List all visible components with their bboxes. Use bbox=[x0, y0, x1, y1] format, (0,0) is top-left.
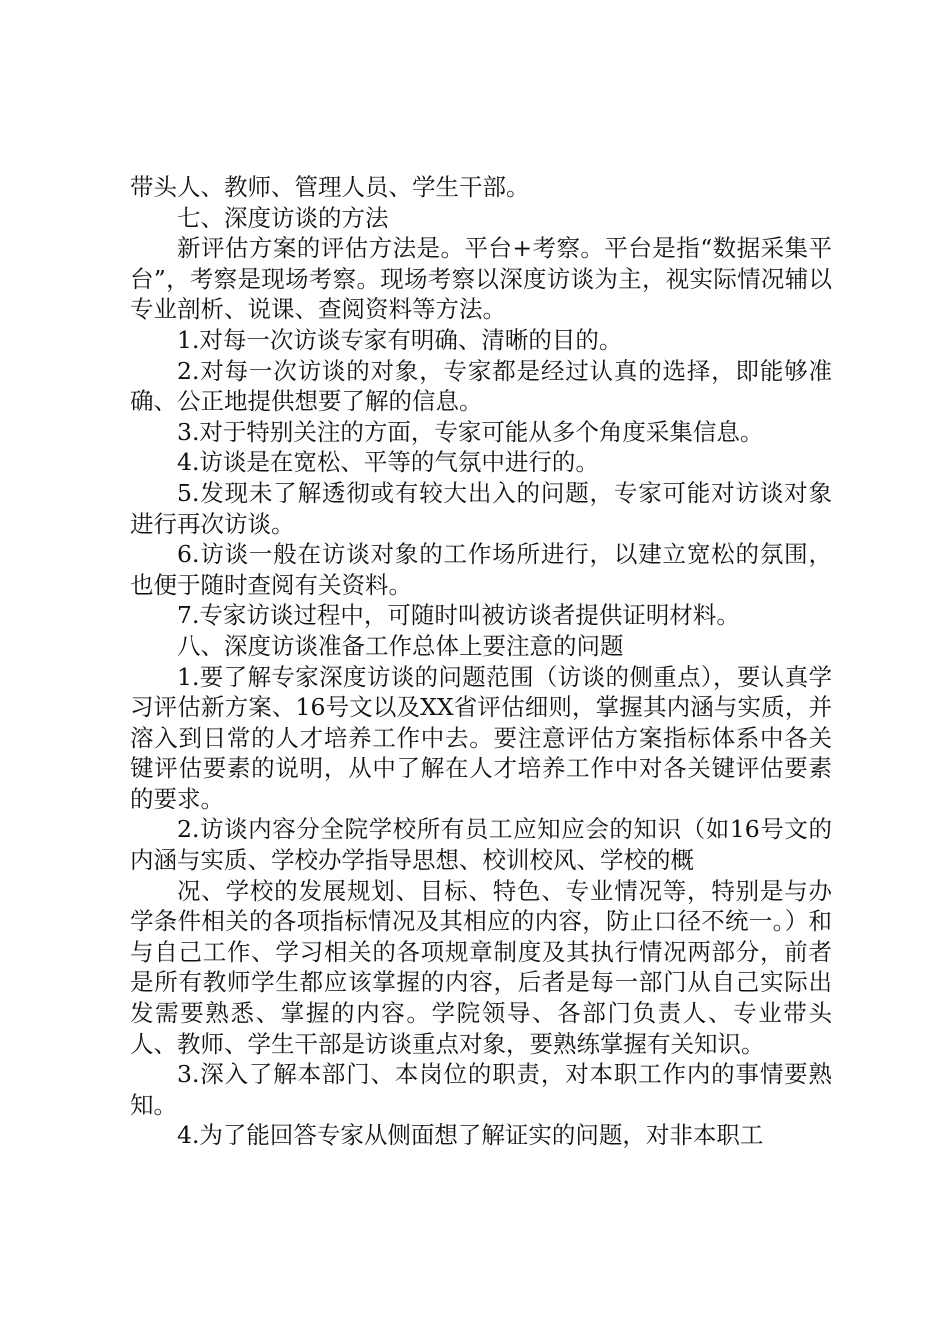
list-item-2: 2.对每一次访谈的对象，专家都是经过认真的选择，即能够准确、公正地提供想要了解的信息。 bbox=[130, 356, 832, 416]
list-item-1: 1.对每一次访谈专家有明确、清晰的目的。 bbox=[177, 325, 623, 354]
paragraph-continuation: 带头人、教师、管理人员、学生干部。 bbox=[130, 173, 530, 201]
prep-item-4: 4.为了能回答专家从侧面想了解证实的问题，对非本职工 bbox=[177, 1121, 764, 1150]
list-item-6: 6.访谈一般在访谈对象的工作场所进行，以建立宽松的氛围，也便于随时查阅有关资料。 bbox=[130, 540, 832, 599]
list-item-7: 7.专家访谈过程中，可随时叫被访谈者提供证明材料。 bbox=[177, 601, 740, 630]
document-body bbox=[130, 172, 832, 1151]
prep-item-1: 1.要了解专家深度访谈的问题范围（访谈的侧重点），要认真学习评估新方案、16号文以及XX省评估细则，掌握其内涵与实质，并溶入到日常的人才培养工作中去。要注意评估方案指标体系中各关键评估要素的说明，从中了解在人才培养工作中对各关键评估要素的要求。 bbox=[130, 662, 832, 813]
paragraph-evaluation-method: 新评估方案的评估方法是。平台+考察。平台是指“数据采集平台”，考察是现场考察。现场考察以深度访谈为主，视实际情况辅以专业剖析、说课、查阅资料等方法。 bbox=[130, 234, 832, 324]
list-item-5: 5.发现未了解透彻或有较大出入的问题，专家可能对访谈对象进行再次访谈。 bbox=[130, 478, 832, 538]
prep-item-2-continuation: 况、学校的发展规划、目标、特色、专业情况等，特别是与办学条件相关的各项指标情况及其相应的内容，防止口径不统一。）和与自己工作、学习相关的各项规章制度及其执行情况两部分，前者是所有教师学生都应该掌握的内容，后者是每一部门从自己实际出发需要熟悉、掌握的内容。学院领导、各部门负责人、专业带头人、教师、学生干部是访谈重点对象，要熟练掌握有关知识。 bbox=[130, 876, 832, 1058]
list-item-3: 3.对于特别关注的方面，专家可能从多个角度采集信息。 bbox=[177, 417, 764, 446]
list-item-4: 4.访谈是在宽松、平等的气氛中进行的。 bbox=[177, 448, 599, 477]
prep-item-3: 3.深入了解本部门、本岗位的职责，对本职工作内的事情要熟知。 bbox=[130, 1060, 832, 1119]
prep-item-2: 2.访谈内容分全院学校所有员工应知应会的知识（如16号文的内涵与实质、学校办学指导思想、校训校风、学校的概 bbox=[130, 815, 832, 875]
section-heading-8: 八、深度访谈准备工作总体上要注意的问题 bbox=[177, 631, 624, 660]
section-heading-7: 七、深度访谈的方法 bbox=[177, 203, 389, 232]
